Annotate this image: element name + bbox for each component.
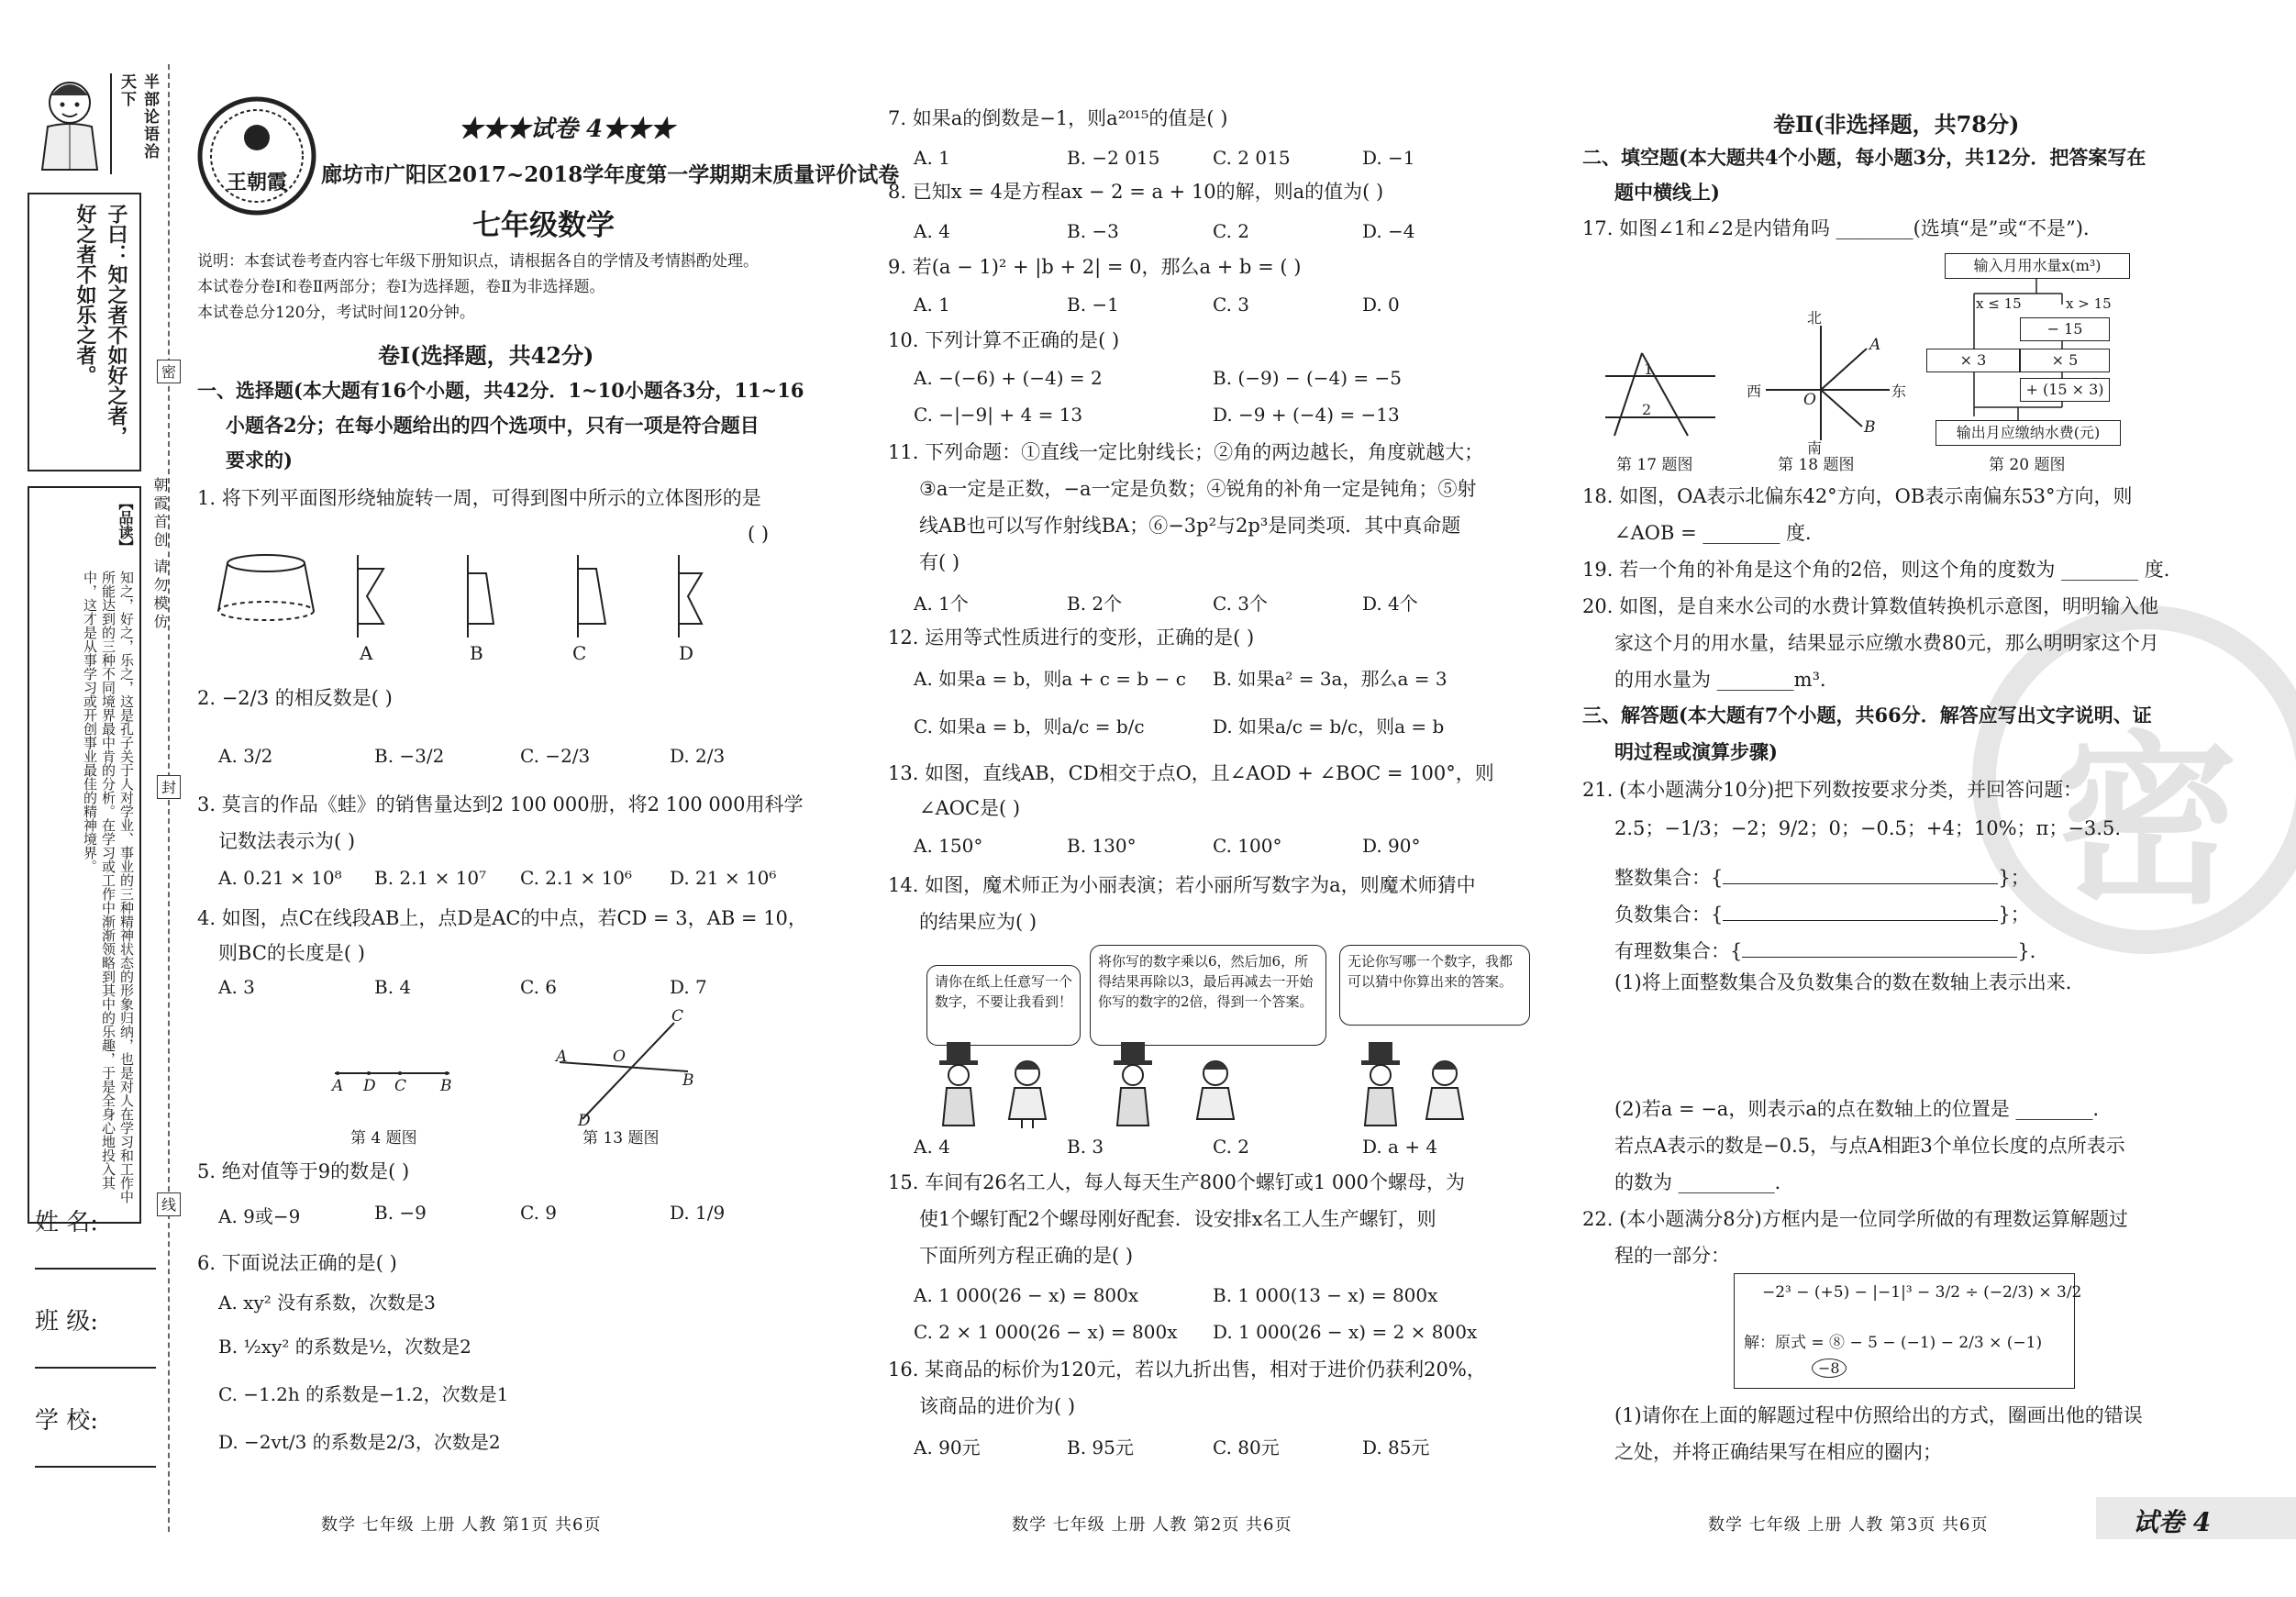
figure-17 [1605, 349, 1734, 444]
q21-negative-set: 负数集合：{ }； [1614, 899, 2030, 930]
q10-stem: 10. 下列计算不正确的是( ) [888, 329, 1120, 351]
q21-integer-set: 整数集合：{ }； [1614, 862, 2030, 893]
fig18-west: 西 [1747, 383, 1762, 400]
q9-option-b[interactable]: B. −1 [1067, 294, 1119, 316]
negative-set-blank[interactable] [1723, 900, 1998, 921]
q5-option-b[interactable]: B. −9 [374, 1202, 427, 1224]
fig4-point-a: A [332, 1077, 344, 1095]
q13-stem-1: 13. 如图，直线AB，CD相交于点O，且∠AOD + ∠BOC = 100°，则 [888, 762, 1494, 784]
q5-option-d[interactable]: D. 1/9 [670, 1202, 726, 1224]
integer-set-blank[interactable] [1723, 863, 1998, 884]
q14-option-c[interactable]: C. 2 [1213, 1136, 1250, 1158]
note-1: 说明：本套试卷考查内容七年级下册知识点，请根据各自的学情及考情斟酌处理。 [197, 252, 759, 271]
q19-stem: 19. 若一个角的补角是这个角的2倍，则这个角的度数为 ________ 度． [1582, 559, 2183, 581]
fill-instruction-2: 题中横线上) [1614, 181, 1720, 204]
q11-stem-2: ③a一定是正数，−a一定是负数；④锐角的补角一定是钝角；⑤射 [919, 478, 1477, 500]
q8-stem: 8. 已知x = 4是方程ax − 2 = a + 10的解，则a的值为( ) [888, 181, 1384, 203]
q1-stem: 1. 将下列平面图形绕轴旋转一周，可得到图中所示的立体图形的是 [197, 487, 761, 509]
q15-stem-2: 使1个螺钉配2个螺母刚好配套．设安排x名工人生产螺钉，则 [919, 1208, 1436, 1230]
mc-instruction-3: 要求的) [226, 449, 293, 471]
rational-set-label: 有理数集合：{ [1614, 940, 1743, 962]
school-label: 学 校: [35, 1407, 99, 1435]
page-footer-2: 数学 七年级 上册 人教 第2页 共6页 [1012, 1515, 1292, 1535]
q21-sub2-2: 若点A表示的数是−0.5，与点A相距3个单位长度的点所表示 [1614, 1135, 2125, 1157]
q8-option-b[interactable]: B. −3 [1067, 220, 1119, 242]
q4-stem-1: 4. 如图，点C在线段AB上，点D是AC的中点，若CD = 3，AB = 10， [197, 907, 807, 929]
q4-option-a[interactable]: A. 3 [218, 976, 255, 998]
q10-option-a[interactable]: A. −(−6) + (−4) = 2 [914, 367, 1103, 389]
flow-plus-45: + (15 × 3) [2020, 378, 2110, 402]
part1-title: 卷Ⅰ(选择题，共42分) [378, 342, 594, 369]
q15-option-a[interactable]: A. 1 000(26 − x) = 800x [914, 1284, 1139, 1306]
q22-sub1-1: (1)请你在上面的解题过程中仿照给出的方式，圈画出他的错误 [1614, 1404, 2143, 1426]
negative-set-label: 负数集合：{ [1614, 904, 1724, 926]
q14-option-a[interactable]: A. 4 [914, 1136, 950, 1158]
quote-text: 子曰：知之者不如好之者，好之者不如乐之者。 [73, 204, 128, 446]
name-label: 姓 名: [35, 1209, 99, 1237]
q4-stem-2: 则BC的长度是( ) [218, 942, 365, 964]
subject-title: 七年级数学 [472, 209, 615, 242]
q21-sub2-3: 的数为 __________． [1614, 1171, 1794, 1193]
q1-option-c[interactable]: C [572, 642, 587, 664]
q14-bubble-1: 请你在纸上任意写一个数字，不要让我看到！ [926, 965, 1081, 1046]
fill-instruction-1: 二、填空题(本大题共4个小题，每小题3分，共12分．把答案写在 [1582, 146, 2146, 169]
svg-text:2: 2 [1642, 401, 1652, 418]
q20-stem-3: 的用水量为 ________m³． [1614, 669, 1840, 691]
exam-title: 廊坊市广阳区2017~2018学年度第一学期期末质量评价试卷 [321, 162, 900, 187]
flow-cond-le: x ≤ 15 [1976, 295, 2022, 312]
note-2: 本试卷分卷Ⅰ和卷Ⅱ两部分；卷Ⅰ为选择题，卷Ⅱ为非选择题。 [197, 278, 605, 296]
q14-magician-scene-2 [1101, 1038, 1238, 1134]
q11-option-d[interactable]: D. 4个 [1362, 593, 1418, 615]
q4-option-d[interactable]: D. 7 [670, 976, 707, 998]
flow-output-box: 输出月应缴纳水费(元) [1936, 420, 2121, 446]
flow-cond-gt: x > 15 [2066, 295, 2112, 312]
q21-stem: 21. (本小题满分10分)把下列数按要求分类，并回答问题： [1582, 779, 2083, 801]
rational-set-blank[interactable] [1742, 937, 2017, 958]
q11-stem-3: 线AB也可以写作射线BA；⑥−3p²与2p³是同类项．其中真命题 [919, 515, 1461, 537]
q16-stem-1: 16. 某商品的标价为120元，若以九折出售，相对于进价仍获利20%， [888, 1359, 1486, 1381]
fig13-point-d: D [578, 1112, 591, 1130]
q22-sub1-2: 之处，并将正确结果写在相应的圈内； [1614, 1441, 1942, 1463]
figure-18 [1747, 309, 1908, 457]
fig18-east: 东 [1891, 383, 1907, 400]
q15-option-d[interactable]: D. 1 000(26 − x) = 2 × 800x [1213, 1321, 1478, 1343]
q2-option-a[interactable]: A. 3/2 [218, 745, 273, 767]
q14-option-d[interactable]: D. a + 4 [1362, 1136, 1438, 1158]
q16-option-d[interactable]: D. 85元 [1362, 1436, 1430, 1458]
fig13-point-a: A [556, 1048, 568, 1066]
footer-paper-tag [2096, 1497, 2296, 1539]
q11-option-a[interactable]: A. 1个 [914, 593, 969, 615]
q20-stem-2: 家这个月的用水量，结果显示应缴水费80元，那么明明家这个月 [1614, 632, 2159, 654]
figure-20-caption: 第 20 题图 [1989, 456, 2066, 474]
quote-box [28, 193, 141, 471]
q7-option-d[interactable]: D. −1 [1362, 147, 1415, 169]
fig18-point-o: O [1803, 391, 1816, 409]
q9-option-c[interactable]: C. 3 [1213, 294, 1250, 316]
class-field[interactable] [35, 1303, 156, 1369]
q1-option-a[interactable]: A [360, 642, 373, 664]
figure-13 [550, 1009, 697, 1128]
figure-17-caption: 第 17 题图 [1616, 456, 1693, 474]
page-footer-1: 数学 七年级 上册 人教 第1页 共6页 [321, 1515, 602, 1535]
q15-option-c[interactable]: C. 2 × 1 000(26 − x) = 800x [914, 1321, 1178, 1343]
q12-option-c[interactable]: C. 如果a = b，则a/c = b/c [914, 715, 1145, 738]
mc-instruction-1: 一、选择题(本大题有16个小题，共42分．1~10小题各3分，11~16 [197, 379, 804, 402]
q14-magician-scene-3 [1348, 1038, 1486, 1134]
integer-set-label: 整数集合：{ [1614, 867, 1724, 889]
q3-option-b[interactable]: B. 2.1 × 10⁷ [374, 867, 487, 889]
q18-stem-2: ∠AOB = ________ 度． [1614, 522, 1825, 544]
q22-stem-2: 程的一部分： [1614, 1245, 1730, 1267]
q10-option-c[interactable]: C. −|−9| + 4 = 13 [914, 404, 1083, 426]
q14-stem-1: 14. 如图，魔术师正为小丽表演；若小丽所写数字为a，则魔术师猜中 [888, 874, 1476, 896]
note-3: 本试卷总分120分，考试时间120分钟。 [197, 304, 475, 322]
q12-option-a[interactable]: A. 如果a = b，则a + c = b − c [914, 668, 1186, 690]
q21-numbers: 2.5；−1/3；−2；9/2；0；−0.5；+4；10%；π；−3.5. [1614, 817, 2121, 839]
q15-stem-1: 15. 车间有26名工人，每人每天生产800个螺钉或1 000个螺母，为 [888, 1171, 1465, 1193]
q6-option-a[interactable]: A. xy² 没有系数，次数是3 [218, 1292, 436, 1314]
svg-text:1: 1 [1644, 360, 1654, 378]
q4-option-c[interactable]: C. 6 [520, 976, 558, 998]
fig18-south: 南 [1807, 439, 1823, 457]
q6-option-c[interactable]: C. −1.2h 的系数是−1.2，次数是1 [218, 1383, 509, 1405]
fig18-point-b: B [1864, 418, 1876, 437]
q2-option-b[interactable]: B. −3/2 [374, 745, 445, 767]
q7-option-c[interactable]: C. 2 015 [1213, 147, 1291, 169]
q13-option-c[interactable]: C. 100° [1213, 835, 1282, 857]
q12-stem: 12. 运用等式性质进行的变形，正确的是( ) [888, 627, 1255, 649]
q6-stem: 6. 下面说法正确的是( ) [197, 1252, 397, 1274]
fig4-point-d: D [363, 1077, 376, 1095]
q3-option-d[interactable]: D. 21 × 10⁶ [670, 867, 777, 889]
reading-title: 【品读】 [116, 495, 134, 554]
q9-option-a[interactable]: A. 1 [914, 294, 950, 316]
q4-option-b[interactable]: B. 4 [374, 976, 412, 998]
q14-stem-2: 的结果应为( ) [919, 911, 1037, 933]
q15-stem-3: 下面所列方程正确的是( ) [919, 1245, 1134, 1267]
logo-text: 王朝霞 [226, 171, 287, 194]
q14-magician-scene-1 [926, 1038, 1064, 1134]
q22-solution-line: 解：原式 = ⑧ − 5 − (−1) − 2/3 × (−1) [1744, 1334, 2043, 1352]
q3-stem-2: 记数法表示为( ) [218, 830, 356, 852]
flow-times-3: × 3 [1926, 349, 2020, 372]
q22-stem-1: 22. (本小题满分8分)方框内是一位同学所做的有理数运算解题过 [1582, 1208, 2128, 1230]
stamp-text: 密 [2054, 714, 2238, 929]
reading-text: 知之，好之，乐之，这是孔子关于人对学业、事业的三种精神状态的形象归纳，也是对人在学习和工作中所能达到的三种不同境界最中肯的分析。在学习或工作中渐渐领略到其中的乐趣，于是全身心地投入其中，这才是从事学习或开创事业最佳的精神境界。 [82, 571, 135, 1203]
q12-option-b[interactable]: B. 如果a² = 3a，那么a = 3 [1213, 668, 1447, 690]
q14-option-b[interactable]: B. 3 [1067, 1136, 1104, 1158]
q21-sub1: (1)将上面整数集合及负数集合的数在数轴上表示出来． [1614, 971, 2085, 993]
part2-title: 卷Ⅱ(非选择题，共78分) [1773, 111, 2020, 138]
q1-option-b[interactable]: B [470, 642, 483, 664]
q10-option-d[interactable]: D. −9 + (−4) = −13 [1213, 404, 1400, 426]
q5-option-a[interactable]: A. 9或−9 [218, 1205, 301, 1227]
q14-bubble-3: 无论你写哪一个数字，我都可以猜中你算出来的答案。 [1339, 945, 1530, 1026]
fig18-north: 北 [1807, 309, 1823, 327]
seal-mark-2: 封 [157, 775, 181, 799]
q22-expression: −2³ − (+5) − |−1|³ − 3/2 ÷ (−2/3) × 3/2 [1762, 1283, 2082, 1302]
q7-option-a[interactable]: A. 1 [914, 147, 950, 169]
q5-option-c[interactable]: C. 9 [520, 1202, 558, 1224]
figure-18-caption: 第 18 题图 [1778, 456, 1855, 474]
seal-mark-1: 密 [157, 360, 181, 383]
q10-option-b[interactable]: B. (−9) − (−4) = −5 [1213, 367, 1403, 389]
school-field[interactable] [35, 1402, 156, 1468]
solve-instruction-2: 明过程或演算步骤) [1614, 740, 1778, 763]
q20-stem-1: 20. 如图，是自来水公司的水费计算数值转换机示意图，明明输入他 [1582, 595, 2159, 617]
q5-stem: 5. 绝对值等于9的数是( ) [197, 1160, 410, 1182]
q2-option-d[interactable]: D. 2/3 [670, 745, 726, 767]
q13-stem-2: ∠AOC是( ) [919, 797, 1021, 819]
q3-stem-1: 3. 莫言的作品《蛙》的销售量达到2 100 000册，将2 100 000用科学 [197, 793, 804, 815]
q1-solid-figure [216, 550, 316, 627]
fig13-point-b: B [682, 1071, 694, 1090]
figure-4-caption: 第 4 题图 [350, 1129, 417, 1148]
flow-input-box: 输入月用水量x(m³) [1945, 253, 2130, 279]
footer-tag-text: 试卷 4 [2133, 1507, 2212, 1537]
q3-option-a[interactable]: A. 0.21 × 10⁸ [218, 867, 342, 889]
solve-instruction-1: 三、解答题(本大题有7个小题，共66分．解答应写出文字说明、证 [1582, 704, 2152, 726]
q13-option-b[interactable]: B. 130° [1067, 835, 1137, 857]
q16-option-a[interactable]: A. 90元 [914, 1436, 981, 1458]
q8-option-c[interactable]: C. 2 [1213, 220, 1250, 242]
q13-option-a[interactable]: A. 150° [914, 835, 983, 857]
q16-stem-2: 该商品的进价为( ) [919, 1395, 1076, 1417]
q6-option-d[interactable]: D. −2vt/3 的系数是2/3，次数是2 [218, 1431, 501, 1453]
fig13-point-c: C [671, 1007, 684, 1026]
q1-option-shapes [339, 550, 706, 646]
q9-option-d[interactable]: D. 0 [1362, 294, 1400, 316]
q16-option-b[interactable]: B. 95元 [1067, 1436, 1134, 1458]
page-footer-3: 数学 七年级 上册 人教 第3页 共6页 [1708, 1515, 1989, 1535]
q3-option-c[interactable]: C. 2.1 × 10⁶ [520, 867, 633, 889]
q16-option-c[interactable]: C. 80元 [1213, 1436, 1280, 1458]
mc-instruction-2: 小题各2分；在每小题给出的四个选项中，只有一项是符合题目 [226, 414, 760, 437]
q7-stem: 7. 如果a的倒数是−1，则a²⁰¹⁵的值是( ) [888, 107, 1228, 129]
q12-option-d[interactable]: D. 如果a/c = b/c，则a = b [1213, 715, 1445, 738]
q11-stem-4: 有( ) [919, 551, 960, 573]
fig13-point-o: O [613, 1048, 626, 1066]
q18-stem-1: 18. 如图，OA表示北偏东42°方向，OB表示南偏东53°方向，则 [1582, 485, 2133, 507]
q7-option-b[interactable]: B. −2 015 [1067, 147, 1160, 169]
flow-minus-15: − 15 [2020, 317, 2110, 341]
q21-rational-set: 有理数集合：{ }． [1614, 936, 2049, 967]
paper-label: ★★★试卷 4★★★ [459, 116, 675, 143]
fig4-point-c: C [394, 1077, 407, 1095]
class-label: 班 级: [35, 1308, 99, 1336]
flow-times-5: × 5 [2020, 349, 2110, 372]
fig4-point-b: B [440, 1077, 452, 1095]
confucius-figure [35, 73, 108, 174]
q14-bubble-2: 将你写的数字乘以6，然后加6，所得结果再除以3，最后再减去一开始你写的数字的2倍，得到一个答案。 [1090, 945, 1326, 1046]
side-notes: 朝霞首创 请勿模仿 [151, 477, 169, 633]
figure-4 [330, 1064, 459, 1101]
q22-solution-box [1734, 1273, 2082, 1389]
brand-logo [193, 92, 321, 220]
q9-stem: 9. 若(a − 1)² + |b + 2| = 0，那么a + b = ( ) [888, 256, 1302, 278]
q1-answer-paren: ( ) [748, 523, 770, 545]
sidebar [28, 64, 159, 1203]
fig18-point-a: A [1869, 336, 1881, 354]
q2-stem: 2. −2/3 的相反数是( ) [197, 687, 393, 709]
q2-option-c[interactable]: C. −2/3 [520, 745, 591, 767]
q21-sub2-1: (2)若a = −a，则表示a的点在数轴上的位置是 ________． [1614, 1098, 2113, 1120]
q13-option-d[interactable]: D. 90° [1362, 835, 1421, 857]
q8-option-a[interactable]: A. 4 [914, 220, 950, 242]
q11-option-b[interactable]: B. 2个 [1067, 593, 1123, 615]
q22-circled-answer: −8 [1812, 1359, 1847, 1378]
reading-box [28, 486, 141, 1224]
q1-option-d[interactable]: D [679, 642, 694, 664]
figure-20 [1917, 250, 2156, 451]
q15-option-b[interactable]: B. 1 000(13 − x) = 800x [1213, 1284, 1438, 1306]
name-field[interactable] [35, 1203, 156, 1270]
q11-option-c[interactable]: C. 3个 [1213, 593, 1269, 615]
q17-stem: 17. 如图∠1和∠2是内错角吗 ________(选填“是”或“不是”)． [1582, 217, 2102, 239]
q8-option-d[interactable]: D. −4 [1362, 220, 1415, 242]
figure-13-caption: 第 13 题图 [582, 1129, 660, 1148]
q6-option-b[interactable]: B. ½xy² 的系数是½，次数是2 [218, 1336, 471, 1358]
seal-mark-3: 线 [157, 1192, 181, 1216]
q11-stem-1: 11. 下列命题：①直线一定比射线长；②角的两边越长，角度就越大； [888, 441, 1484, 463]
motto-box: 半部论语治天下 [110, 73, 161, 174]
